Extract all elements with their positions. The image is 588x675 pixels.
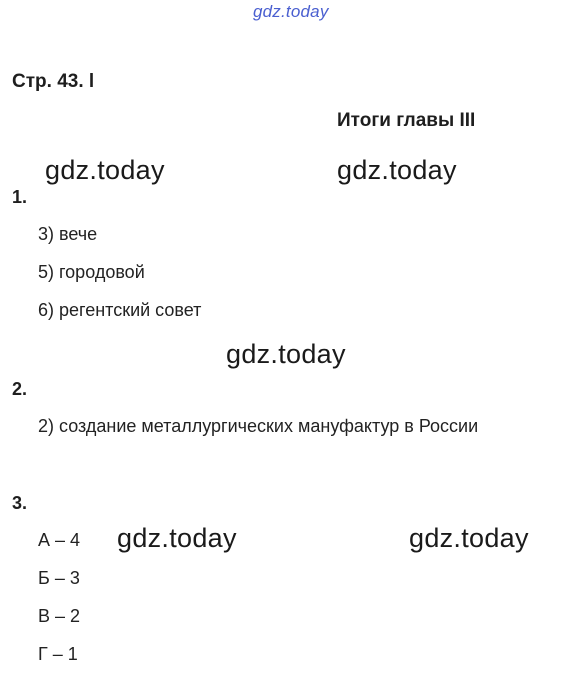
- answer-item: 3) вече: [38, 224, 98, 244]
- site-watermark: gdz.today: [117, 523, 237, 553]
- page-heading: Стр. 43. l: [12, 71, 95, 92]
- site-watermark: gdz.today: [337, 155, 457, 185]
- answer-item: А – 4: [38, 530, 81, 550]
- site-watermark: gdz.today: [409, 523, 529, 553]
- site-watermark: gdz.today: [226, 339, 346, 369]
- question-number: 1.: [12, 187, 28, 207]
- answer-item: Г – 1: [38, 644, 78, 664]
- site-watermark: gdz.today: [45, 155, 165, 185]
- question-number: 3.: [12, 493, 28, 513]
- answer-item: 5) городовой: [38, 262, 145, 282]
- answer-item: 2) создание металлургических мануфактур в России: [38, 416, 479, 436]
- site-watermark-top: gdz.today: [253, 2, 329, 21]
- answer-item: В – 2: [38, 606, 81, 626]
- answer-item: Б – 3: [38, 568, 80, 588]
- answer-item: 6) регентский совет: [38, 300, 202, 320]
- chapter-title: Итоги главы III: [337, 110, 476, 131]
- question-number: 2.: [12, 379, 28, 399]
